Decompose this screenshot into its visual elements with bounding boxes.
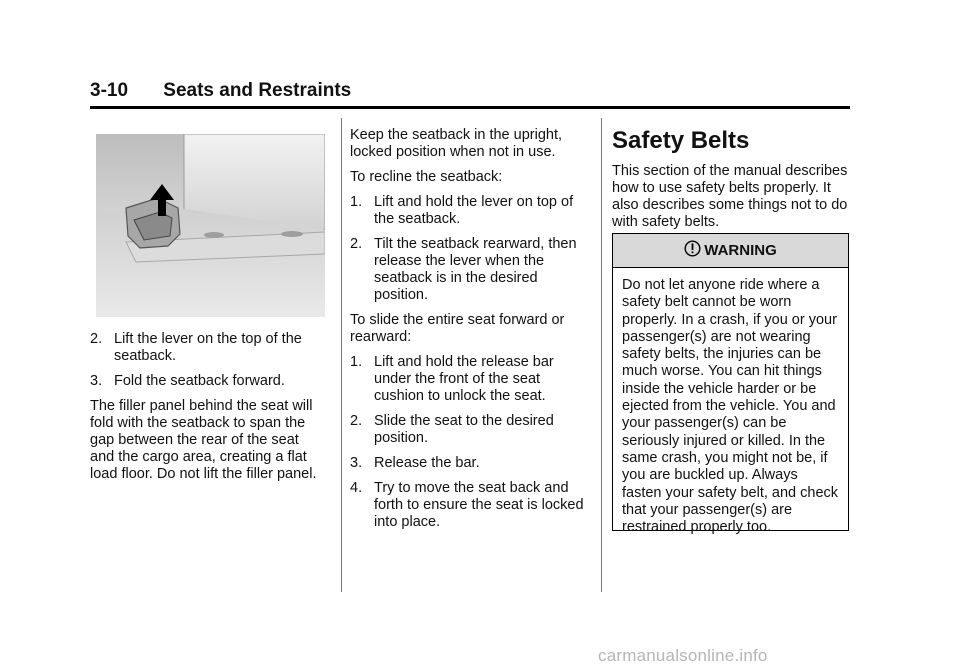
step-text: Tilt the seatback rearward, then release the lever when the seatback is in the desired position. (374, 236, 577, 303)
column-3 (612, 127, 850, 239)
column-2 (350, 127, 590, 539)
seatback-lever-figure (96, 134, 325, 317)
list-item (350, 236, 590, 304)
list-item (350, 480, 590, 531)
page-header (90, 80, 850, 109)
step-number: 2. (350, 236, 363, 252)
list-item (90, 331, 326, 365)
list-item (350, 413, 590, 447)
list-item (350, 354, 590, 405)
intro-paragraph: Keep the seatback in the upright, locked position when not in use. (350, 127, 563, 160)
step-text: Fold the seatback forward. (114, 373, 285, 389)
step-number: 3. (90, 373, 103, 389)
step-number: 1. (350, 194, 363, 210)
list-item (350, 455, 590, 472)
step-number: 2. (90, 331, 103, 347)
step-number: 2. (350, 413, 363, 429)
step-number: 1. (350, 354, 363, 370)
page-number: 3-10 (90, 80, 129, 101)
step-number: 4. (350, 480, 363, 496)
list-item (350, 194, 590, 228)
column-divider-1 (341, 118, 342, 592)
slide-heading: To slide the entire seat forward or rearward: (350, 312, 565, 345)
step-text: Try to move the seat back and forth to ensure the seat is locked into place. (374, 480, 584, 530)
warning-box (612, 233, 849, 536)
step-text: Slide the seat to the desired position. (374, 413, 554, 446)
step-text: Lift the lever on the top of the seatback. (114, 331, 302, 364)
step-text: Lift and hold the release bar under the front of the seat cushion to unlock the seat. (374, 354, 554, 404)
warning-circle-icon (684, 240, 701, 262)
recline-heading: To recline the seatback: (350, 169, 503, 185)
step-number: 3. (350, 455, 363, 471)
warning-text: Do not let anyone ride where a safety belt cannot be worn properly. In a crash, if you or your passenger(s) are not wearing safety belts, the injuries can be much worse. You can hit things inside the vehicle harder or be ejected from the vehicle. You and your passenger(s) can be seriously injured or killed. In the same crash, you might not be, if you are buckled up. Always fasten your safety belt, and check that your passenger(s) are restrained properly too. (622, 277, 839, 536)
section-heading: Safety Belts (612, 127, 750, 154)
step-text: Release the bar. (374, 455, 480, 471)
warning-label: WARNING (704, 242, 777, 259)
warning-header (613, 234, 848, 268)
section-title: Seats and Restraints (163, 80, 352, 101)
safety-belts-intro: This section of the manual describes how to use safety belts properly. It also describes some things not to do with safety belts. (612, 163, 848, 230)
seatback-lever-arrow-illustration (96, 134, 325, 317)
filler-panel-note: The filler panel behind the seat will fold with the seatback to span the gap between the rear of the seat and the cargo area, creating a flat load floor. Do not lift the filler panel. (90, 398, 317, 482)
column-divider-2 (601, 118, 602, 592)
list-item (90, 373, 326, 390)
step-text: Lift and hold the lever on top of the seatback. (374, 194, 574, 227)
column-1 (90, 331, 326, 491)
watermark: carmanualsonline.info (598, 646, 768, 665)
